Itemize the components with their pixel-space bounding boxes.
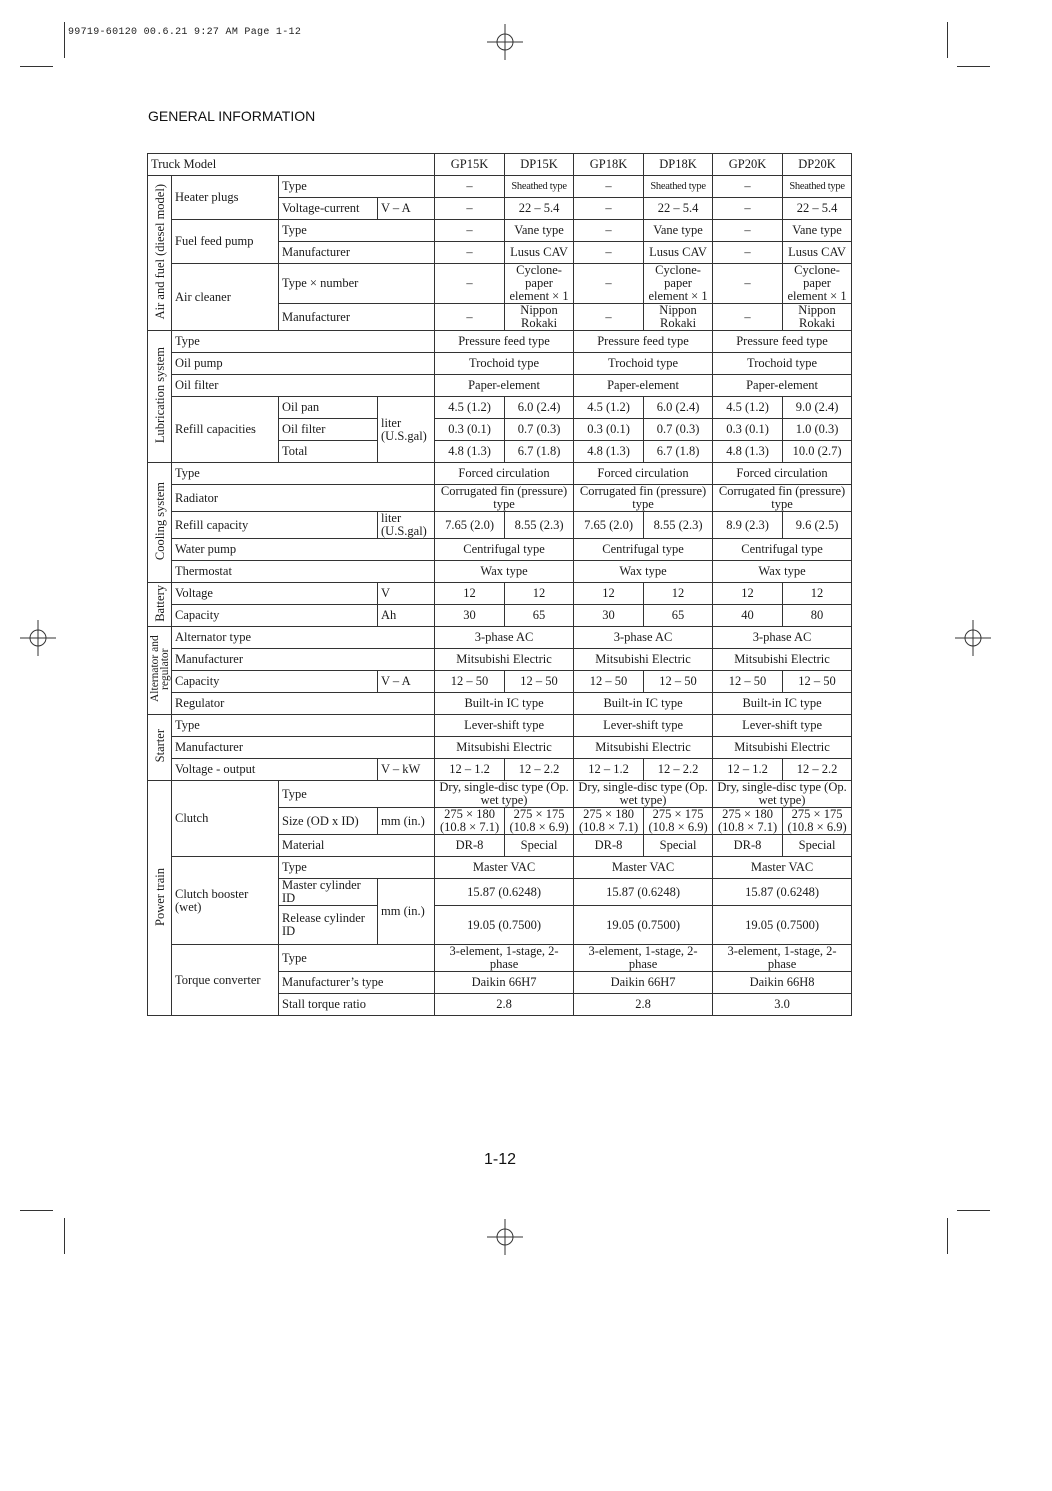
table-cell: Built-in IC type [574,693,713,715]
table-cell: – [574,242,644,264]
table-row [148,375,852,397]
table-cell: 12 – 50 [435,671,505,693]
table-cell: – [574,264,644,304]
table-cell: – [713,198,783,220]
crop-mark [64,1218,65,1254]
table-cell: Trochoid type [574,353,713,375]
row-label: Fuel feed pump [172,220,279,264]
table-cell: Vane type [783,220,852,242]
table-cell: 3-element, 1-stage, 2-phase [713,945,852,972]
table-cell: 19.05 (0.7500) [713,906,852,945]
group-label-cooling: Cooling system [148,463,172,583]
table-cell: 4.8 (1.3) [574,441,644,463]
table-cell: 19.05 (0.7500) [574,906,713,945]
sub-label: Material [279,835,435,857]
table-cell: Corrugated fin (pressure) type [574,485,713,512]
table-cell: 4.5 (1.2) [713,397,783,419]
table-row [148,220,852,242]
truck-model-label: Truck Model [148,154,435,176]
table-cell: 30 [435,605,505,627]
crop-mark [20,1210,53,1211]
sub-label: Stall torque ratio [279,994,435,1016]
table-cell: DR-8 [435,835,505,857]
table-cell: 4.5 (1.2) [435,397,505,419]
table-cell: 12 – 50 [783,671,852,693]
table-cell: 80 [783,605,852,627]
table-cell: Daikin 66H7 [574,972,713,994]
registration-mark-icon [487,24,523,60]
table-cell: 3.0 [713,994,852,1016]
table-cell: Centrifugal type [435,539,574,561]
table-cell: 12 – 50 [505,671,574,693]
crop-mark [64,22,65,58]
sub-label: Oil pan [279,397,378,419]
table-cell: 12 – 1.2 [435,759,505,781]
table-cell: 65 [505,605,574,627]
table-cell: 22 – 5.4 [505,198,574,220]
table-cell: 12 – 50 [713,671,783,693]
table-cell: Centrifugal type [574,539,713,561]
unit-label: V [378,583,435,605]
table-cell: Built-in IC type [713,693,852,715]
table-row [148,463,852,485]
table-cell: 65 [644,605,713,627]
table-cell: – [713,264,783,304]
table-cell: Trochoid type [435,353,574,375]
table-cell: 12 – 2.2 [644,759,713,781]
table-cell: 15.87 (0.6248) [435,879,574,906]
table-cell: Mitsubishi Electric [574,737,713,759]
table-cell: 12 – 1.2 [713,759,783,781]
table-cell: Dry, single-disc type (Op. wet type) [435,781,574,808]
sub-label: Type [279,176,435,198]
table-cell: Master VAC [574,857,713,879]
row-label: Air cleaner [172,264,279,331]
table-cell: Sheathed type [783,176,852,198]
row-label: Oil filter [172,375,435,397]
table-cell: Vane type [644,220,713,242]
table-cell: 7.65 (2.0) [574,512,644,539]
table-cell: Mitsubishi Electric [713,649,852,671]
row-label: Type [172,331,435,353]
table-cell: 12 – 2.2 [783,759,852,781]
table-row [148,485,852,512]
row-label: Alternator type [172,627,435,649]
table-row [148,945,852,972]
table-cell: 10.0 (2.7) [783,441,852,463]
table-cell: Lusus CAV [783,242,852,264]
sub-label: Type [279,220,435,242]
table-cell: 2.8 [435,994,574,1016]
table-cell: – [713,220,783,242]
table-cell: 22 – 5.4 [783,198,852,220]
table-cell: 22 – 5.4 [644,198,713,220]
table-cell: – [713,176,783,198]
table-cell: – [574,176,644,198]
table-cell: Lusus CAV [505,242,574,264]
table-cell: Special [505,835,574,857]
page-number: 1-12 [483,1151,517,1168]
table-cell: – [435,242,505,264]
unit-label: liter (U.S.gal) [378,512,435,539]
group-label-alternator: Alternator and regulator [148,627,172,715]
specifications-table [147,153,852,1016]
row-label: Manufacturer [172,737,435,759]
row-label: Water pump [172,539,435,561]
table-cell: Pressure feed type [435,331,574,353]
table-cell: Nippon Rokaki [644,304,713,331]
unit-label: mm (in.) [378,808,435,835]
table-cell: Wax type [435,561,574,583]
table-cell: Paper-element [574,375,713,397]
table-row [148,561,852,583]
table-cell: 12 [644,583,713,605]
table-cell: Paper-element [435,375,574,397]
table-row [148,331,852,353]
sub-label: Type [279,857,435,879]
table-cell: Dry, single-disc type (Op. wet type) [574,781,713,808]
model-header: GP15K [435,154,505,176]
table-cell: Vane type [505,220,574,242]
row-label: Torque converter [172,945,279,1016]
table-cell: Centrifugal type [713,539,852,561]
table-cell: 12 [713,583,783,605]
row-label: Refill capacity [172,512,378,539]
table-cell: Forced circulation [713,463,852,485]
table-cell: Mitsubishi Electric [435,649,574,671]
table-cell: Special [644,835,713,857]
row-label: Regulator [172,693,435,715]
table-cell: 12 [574,583,644,605]
row-label: Type [172,715,435,737]
row-label: Clutch [172,781,279,857]
model-header: DP18K [644,154,713,176]
table-cell: 12 [783,583,852,605]
table-cell: Trochoid type [713,353,852,375]
section-title: GENERAL INFORMATION [148,108,316,124]
sub-label: Release cylinder ID [279,906,378,945]
table-row [148,781,852,808]
table-cell: Master VAC [435,857,574,879]
row-label: Manufacturer [172,649,435,671]
table-cell: Master VAC [713,857,852,879]
unit-label: V – A [378,198,435,220]
unit-label: V – kW [378,759,435,781]
table-cell: Cyclone-paper element × 1 [783,264,852,304]
sub-label: Size (OD x ID) [279,808,378,835]
table-cell: 19.05 (0.7500) [435,906,574,945]
table-cell: 12 – 50 [644,671,713,693]
table-cell: 3-phase AC [713,627,852,649]
table-row [148,627,852,649]
table-row [148,693,852,715]
table-cell: 4.5 (1.2) [574,397,644,419]
table-cell: Corrugated fin (pressure) type [435,485,574,512]
table-cell: – [574,304,644,331]
table-cell: 6.7 (1.8) [644,441,713,463]
table-cell: Wax type [574,561,713,583]
model-header: GP18K [574,154,644,176]
table-cell: Built-in IC type [435,693,574,715]
crop-mark [20,66,53,67]
table-cell: Sheathed type [505,176,574,198]
table-cell: 8.9 (2.3) [713,512,783,539]
table-row [148,715,852,737]
registration-mark-icon [487,1219,523,1255]
table-cell: – [435,176,505,198]
table-cell: Lever-shift type [435,715,574,737]
table-row [148,397,852,419]
table-row [148,857,852,879]
table-cell: 40 [713,605,783,627]
row-label: Voltage - output [172,759,378,781]
row-label: Thermostat [172,561,435,583]
table-row [148,353,852,375]
table-row [148,512,852,539]
table-cell: Paper-element [713,375,852,397]
registration-mark-icon [20,620,56,656]
table-cell: Pressure feed type [574,331,713,353]
table-row [148,176,852,198]
table-cell: 12 – 1.2 [574,759,644,781]
table-cell: 3-element, 1-stage, 2-phase [574,945,713,972]
table-cell: 30 [574,605,644,627]
table-cell: Cyclone-paper element × 1 [505,264,574,304]
table-cell: 6.7 (1.8) [505,441,574,463]
table-row [148,649,852,671]
sub-label: Manufacturer’s type [279,972,435,994]
table-cell: 4.8 (1.3) [435,441,505,463]
model-header: DP20K [783,154,852,176]
table-cell: 12 – 50 [574,671,644,693]
group-label-power-train: Power train [148,781,172,1016]
table-cell: Daikin 66H8 [713,972,852,994]
sub-label: Type [279,945,435,972]
table-cell: Mitsubishi Electric [574,649,713,671]
group-label-starter: Starter [148,715,172,781]
table-cell: DR-8 [713,835,783,857]
table-row [148,759,852,781]
row-label: Radiator [172,485,435,512]
table-cell: 9.6 (2.5) [783,512,852,539]
table-cell: 275 × 175 (10.8 × 6.9) [783,808,852,835]
row-label: Type [172,463,435,485]
table-cell: 6.0 (2.4) [644,397,713,419]
row-label: Capacity [172,605,378,627]
table-cell: 6.0 (2.4) [505,397,574,419]
table-cell: 3-phase AC [435,627,574,649]
crop-mark [947,1218,948,1254]
table-cell: Nippon Rokaki [505,304,574,331]
table-cell: – [713,242,783,264]
table-cell: 0.7 (0.3) [505,419,574,441]
group-label-battery: Battery [148,583,172,627]
table-cell: 0.3 (0.1) [713,419,783,441]
crop-mark [957,1210,990,1211]
unit-label: mm (in.) [378,879,435,945]
table-cell: 12 [435,583,505,605]
table-cell: Lever-shift type [574,715,713,737]
table-cell: 2.8 [574,994,713,1016]
sub-label: Type [279,781,435,808]
table-cell: 3-phase AC [574,627,713,649]
table-row [148,605,852,627]
sub-label: Total [279,441,378,463]
table-cell: 7.65 (2.0) [435,512,505,539]
table-row [148,671,852,693]
table-cell: 8.55 (2.3) [505,512,574,539]
table-cell: 275 × 175 (10.8 × 6.9) [505,808,574,835]
table-cell: 1.0 (0.3) [783,419,852,441]
table-cell: Mitsubishi Electric [713,737,852,759]
row-label: Capacity [172,671,378,693]
table-cell: Forced circulation [574,463,713,485]
table-cell: 12 [505,583,574,605]
group-label-lubrication: Lubrication system [148,331,172,463]
table-cell: DR-8 [574,835,644,857]
table-cell: 15.87 (0.6248) [574,879,713,906]
table-cell: 8.55 (2.3) [644,512,713,539]
table-cell: Corrugated fin (pressure) type [713,485,852,512]
table-cell: 275 × 180 (10.8 × 7.1) [574,808,644,835]
sub-label: Master cylinder ID [279,879,378,906]
table-row [148,737,852,759]
table-cell: – [713,304,783,331]
table-cell: Dry, single-disc type (Op. wet type) [713,781,852,808]
sub-label: Oil filter [279,419,378,441]
sub-label: Manufacturer [279,242,435,264]
table-cell: 275 × 180 (10.8 × 7.1) [435,808,505,835]
unit-label: Ah [378,605,435,627]
registration-mark-icon [955,620,991,656]
row-label: Clutch booster (wet) [172,857,279,945]
row-label: Oil pump [172,353,435,375]
header-row [148,154,852,176]
table-cell: – [574,198,644,220]
table-cell: 275 × 180 (10.8 × 7.1) [713,808,783,835]
table-cell: Daikin 66H7 [435,972,574,994]
sub-label: Manufacturer [279,304,435,331]
table-cell: Cyclone-paper element × 1 [644,264,713,304]
table-cell: 4.8 (1.3) [713,441,783,463]
table-cell: – [435,198,505,220]
table-cell: Nippon Rokaki [783,304,852,331]
table-cell: Pressure feed type [713,331,852,353]
unit-label: V – A [378,671,435,693]
table-row [148,583,852,605]
table-cell: 12 – 2.2 [505,759,574,781]
sub-label: Voltage-current [279,198,378,220]
table-cell: – [435,220,505,242]
table-cell: Mitsubishi Electric [435,737,574,759]
print-slug: 99719-60120 00.6.21 9:27 AM Page 1-12 [68,27,302,38]
table-cell: Forced circulation [435,463,574,485]
table-cell: Wax type [713,561,852,583]
row-label: Refill capacities [172,397,279,463]
table-cell: – [435,304,505,331]
crop-mark [957,66,990,67]
table-cell: Special [783,835,852,857]
table-cell: Sheathed type [644,176,713,198]
table-cell: 9.0 (2.4) [783,397,852,419]
model-header: GP20K [713,154,783,176]
table-cell: Lever-shift type [713,715,852,737]
table-cell: 3-element, 1-stage, 2-phase [435,945,574,972]
table-cell: 0.3 (0.1) [435,419,505,441]
group-label-air-fuel: Air and fuel (diesel model) [148,176,172,331]
table-cell: 15.87 (0.6248) [713,879,852,906]
table-cell: Lusus CAV [644,242,713,264]
crop-mark [947,22,948,58]
table-cell: – [574,220,644,242]
model-header: DP15K [505,154,574,176]
unit-label: liter (U.S.gal) [378,397,435,463]
table-cell: 0.3 (0.1) [574,419,644,441]
table-cell: – [435,264,505,304]
table-cell: 275 × 175 (10.8 × 6.9) [644,808,713,835]
sub-label: Type × number [279,264,435,304]
row-label: Voltage [172,583,378,605]
row-label: Heater plugs [172,176,279,220]
table-row [148,264,852,304]
table-cell: 0.7 (0.3) [644,419,713,441]
table-row [148,539,852,561]
